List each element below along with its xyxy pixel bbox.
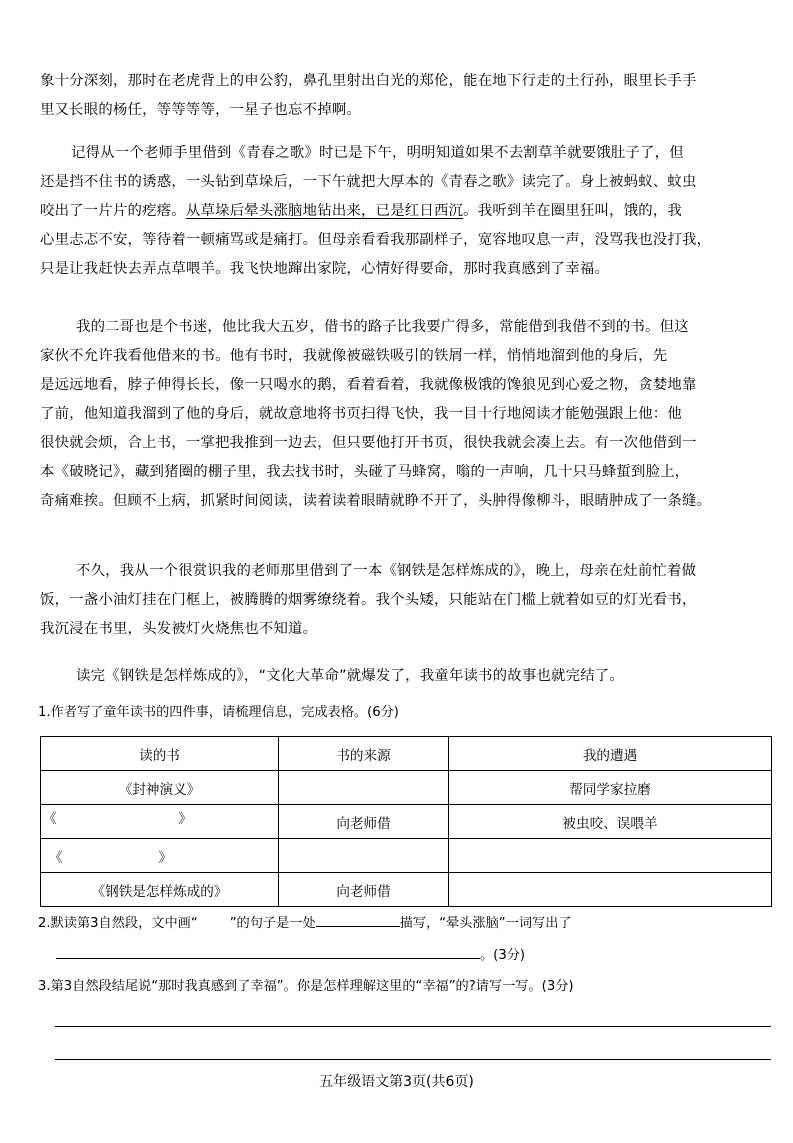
text-segment: 。我听到羊在圈里狂叫，饿的，我	[463, 203, 683, 219]
text-line: 我沉浸在书里，头发被灯火烧焦也不知道。	[40, 621, 318, 637]
cell-source: 向老师借	[279, 805, 449, 839]
text-line: 记得从一个老师手里借到《青春之歌》时已是下午，明明知道如果不去割草羊就要饿肚子了，但	[71, 145, 684, 161]
text-line: 只是让我赶快去弄点草喂羊。我飞快地蹿出家院，心情好得要命，那时我真感到了幸福。	[40, 261, 610, 277]
paragraph-5	[40, 662, 788, 691]
close-bracket: 》	[158, 849, 172, 866]
paragraph-1	[40, 67, 788, 125]
text-line: 心里忐忑不安，等待着一顿痛骂或是痛打。但母亲看看我那副样子，宽容地叹息一声，没骂我也没打我，	[40, 232, 712, 248]
question-3: 3.第3自然段结尾说“那时我真感到了幸福”。你是怎样理解这里的“幸福”的?请写一写。(3分)	[38, 979, 574, 994]
question-2-part-b: ”的句子是一处	[229, 916, 316, 931]
open-bracket: 《	[49, 849, 63, 866]
header-book: 读的书	[41, 737, 279, 771]
text-line: 了前，他知道我溜到了他的身后，就故意地将书页扫得飞快，我一目十行地阅读才能勉强跟上他：他	[40, 406, 682, 422]
cell-source-blank[interactable]	[279, 839, 449, 873]
paragraph-3	[40, 313, 788, 516]
text-line: 还是挡不住书的诱惑，一头钻到草垛后，一下午就把大厚本的《青春之歌》读完了。身上被蚂蚁、蚊虫	[40, 174, 697, 190]
answer-blank-2[interactable]	[56, 944, 480, 959]
table-row	[41, 805, 772, 839]
text-line: 不久，我从一个很赏识我的老师那里借到了一本《钢铁是怎样炼成的》，晚上，母亲在灶前忙着做	[76, 563, 697, 579]
text-line: 我的二哥也是个书迷，他比我大五岁，借书的路子比我要广得多，常能借到我借不到的书。但这	[76, 319, 689, 335]
answer-line-1[interactable]	[55, 1026, 771, 1027]
underlined-sentence: 从草垛后晕头涨脑地钻出来，已是红日西沉	[185, 203, 464, 219]
cell-experience: 帮同学家拉磨	[449, 771, 772, 805]
answer-line-2[interactable]	[55, 1059, 771, 1060]
text-line: 很快就会烦，合上书，一掌把我推到一边去，但只要他打开书页，很快我就会凑上去。有一次他借到一	[40, 435, 697, 451]
cell-book-blank[interactable]	[41, 839, 279, 873]
text-line	[40, 197, 788, 226]
cell-book: 《封神演义》	[41, 771, 279, 805]
table-row	[41, 839, 772, 873]
question-2-part-d: 。(3分)	[480, 948, 526, 963]
cell-experience-blank[interactable]	[449, 873, 772, 907]
text-line: 读完《钢铁是怎样炼成的》，“文化大革命”就爆发了，我童年读书的故事也就完结了。	[76, 668, 624, 684]
cell-book: 《钢铁是怎样炼成的》	[41, 873, 279, 907]
question-2-part-a: 2.默读第3自然段，文中画“	[38, 916, 198, 931]
cell-book-blank[interactable]	[41, 805, 279, 839]
answer-blank-1[interactable]	[316, 912, 400, 927]
cell-experience-blank[interactable]	[449, 839, 772, 873]
text-segment: 咬出了一片片的疙瘩。	[40, 203, 186, 219]
table-row	[41, 771, 772, 805]
text-line: 本《破晓记》，藏到猪圈的棚子里，我去找书时，头碰了马蜂窝，嗡的一声响，几十只马蜂蜇到脸上，	[40, 464, 690, 480]
text-line: 里又长眼的杨任，等等等等，一星子也忘不掉啊。	[40, 102, 361, 118]
header-experience: 我的遭遇	[449, 737, 772, 771]
table-header-row	[41, 737, 772, 771]
header-source: 书的来源	[279, 737, 449, 771]
cell-source-blank[interactable]	[279, 771, 449, 805]
open-bracket: 《	[43, 811, 57, 827]
text-line: 奇痛难挨。但顾不上病，抓紧时间阅读，读着读着眼睛就睁不开了，头肿得像柳斗，眼睛肿成了一条缝。	[40, 493, 712, 509]
text-line: 是远远地看，脖子伸得长长，像一只喝水的鹅，看着看着，我就像极饿的馋狼见到心爱之物，贪婪地靠	[40, 377, 697, 393]
text-line: 饭，一盏小油灯挂在门框上，被腾腾的烟雾缭绕着。我个头矮，只能站在门槛上就着如豆的灯光看书，	[40, 592, 697, 608]
cell-experience: 被虫咬、误喂羊	[449, 805, 772, 839]
question-2	[38, 912, 572, 933]
page-footer: 五年级语文第3页(共6页)	[319, 1074, 474, 1090]
text-line: 象十分深刻，那时在老虎背上的申公豹，鼻孔里射出白光的郑伦，能在地下行走的土行孙，眼里长手手	[40, 73, 697, 89]
question-2-part-c: 描写，“晕头涨脑”一词写出了	[399, 916, 572, 931]
close-bracket: 》	[178, 811, 192, 827]
text-line: 家伙不允许我看他借来的书。他有书时，我就像被磁铁吸引的铁屑一样，悄悄地溜到他的身后，先	[40, 348, 668, 364]
paragraph-4	[40, 557, 788, 644]
paragraph-2	[40, 139, 788, 284]
question-2-line-2	[56, 944, 525, 965]
answer-table	[40, 736, 772, 907]
table-row	[41, 873, 772, 907]
cell-source: 向老师借	[279, 873, 449, 907]
question-1: 1.作者写了童年读书的四件事，请梳理信息，完成表格。(6分)	[38, 705, 399, 720]
